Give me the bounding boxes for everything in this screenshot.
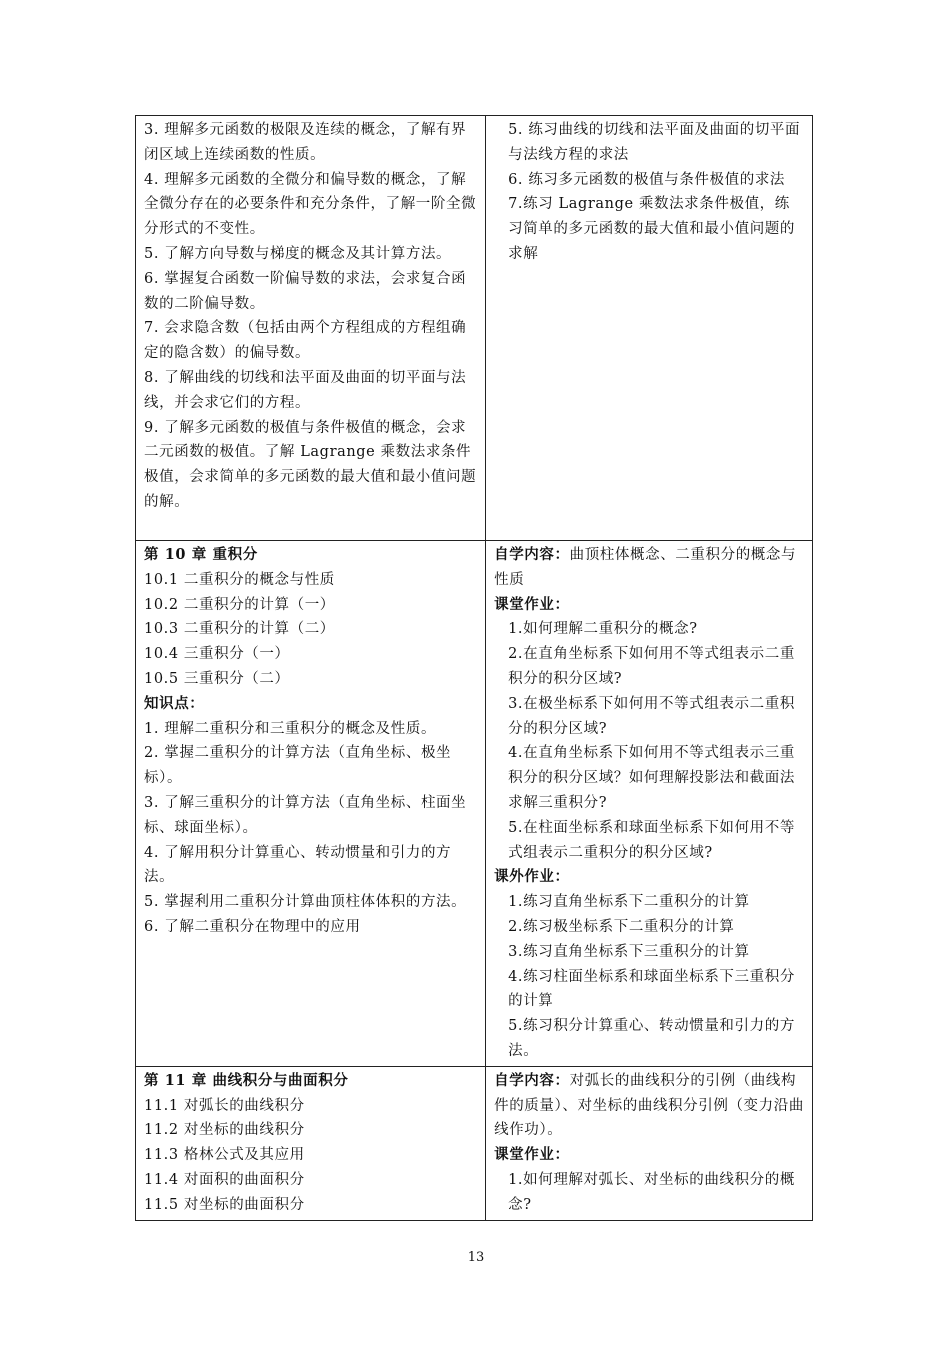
- self-study: [494, 1069, 804, 1143]
- class-work-item: 3.在极坐标系下如何用不等式组表示二重积分的积分区域?: [508, 695, 795, 737]
- class-work-item: 1.如何理解对弧长、对坐标的曲线积分的概念?: [508, 1171, 795, 1213]
- class-work-item: 4.在直角坐标系下如何用不等式组表示三重积分的积分区域？如何理解投影法和截面法求解三重积分?: [508, 745, 795, 811]
- chapter-cell: [136, 541, 486, 1067]
- knowledge-item: 2. 掌握二重积分的计算方法（直角坐标、极坐标）。: [144, 745, 452, 787]
- table-row: [136, 1066, 813, 1220]
- knowledge-item: 9. 了解多元函数的极值与条件极值的概念，会求二元函数的极值。了解 Lagrange 乘数法求条件极值，会求简单的多元函数的最大值和最小值问题的解。: [144, 419, 477, 510]
- class-work-heading: 课堂作业：: [494, 1146, 570, 1164]
- section-item: 10.2 二重积分的计算（一）: [144, 596, 335, 613]
- section-item: 11.5 对坐标的曲面积分: [144, 1196, 305, 1213]
- self-study-text: 对弧长的曲线积分的引例（曲线构件的质量）、对坐标的曲线积分引例（变力沿曲线作功）。: [494, 1072, 804, 1139]
- class-work-item: 2.在直角坐标系下如何用不等式组表示二重积分的积分区域?: [508, 646, 795, 687]
- knowledge-heading: 知识点：: [144, 694, 205, 712]
- homework-item: 1.练习直角坐标系下二重积分的计算: [508, 894, 750, 911]
- knowledge-item: 5. 掌握利用二重积分计算曲顶柱体体积的方法。: [144, 894, 467, 911]
- self-study-label: 自学内容：: [494, 546, 570, 563]
- homework-heading: 课外作业：: [494, 868, 570, 886]
- table-row: [136, 116, 813, 541]
- knowledge-item: 6. 了解二重积分在物理中的应用: [144, 918, 361, 935]
- section-item: 11.4 对面积的曲面积分: [144, 1171, 305, 1188]
- class-work-heading: 课堂作业：: [494, 595, 570, 613]
- self-study: [494, 543, 804, 593]
- chapter-cell: [136, 1066, 486, 1220]
- section-item: 11.1 对弧长的曲线积分: [144, 1097, 305, 1114]
- homework-item: 5.练习积分计算重心、转动惯量和引力的方法。: [508, 1018, 795, 1059]
- homework-item: 3.练习直角坐标系下三重积分的计算: [508, 943, 750, 960]
- self-study-text: 曲顶柱体概念、二重积分的概念与性质: [494, 547, 797, 588]
- homework-item: 7.练习 Lagrange 乘数法求条件极值，练习简单的多元函数的最大值和最小值问题的求解: [508, 196, 795, 262]
- self-study-label: 自学内容：: [494, 1071, 570, 1089]
- section-item: 10.4 三重积分（一）: [144, 646, 290, 663]
- syllabus-table: [135, 115, 813, 1221]
- knowledge-item: 6. 掌握复合函数一阶偏导数的求法，会求复合函数的二阶偏导数。: [144, 270, 467, 312]
- page-number: 13: [467, 1250, 485, 1265]
- homework-item: 4.练习柱面坐标系和球面坐标系下三重积分的计算: [508, 968, 795, 1010]
- section-item: 10.3 二重积分的计算（二）: [144, 621, 335, 638]
- knowledge-item: 7. 会求隐含数（包括由两个方程组成的方程组确定的隐含数）的偏导数。: [144, 320, 467, 362]
- knowledge-item: 4. 了解用积分计算重心、转动惯量和引力的方法。: [144, 844, 452, 886]
- section-item: 10.1 二重积分的概念与性质: [144, 571, 335, 588]
- chapter-title: 第 11 章 曲线积分与曲面积分: [144, 1071, 349, 1089]
- assignment-cell: [486, 541, 813, 1067]
- assignment-cell: [486, 1066, 813, 1220]
- knowledge-item: 8. 了解曲线的切线和法平面及曲面的切平面与法线，并会求它们的方程。: [144, 369, 467, 411]
- class-work-item: 1.如何理解二重积分的概念?: [508, 621, 698, 638]
- knowledge-item: 4. 理解多元函数的全微分和偏导数的概念，了解全微分存在的必要条件和充分条件，了解一阶全微分形式的不变性。: [144, 171, 477, 238]
- knowledge-item: 5. 了解方向导数与梯度的概念及其计算方法。: [144, 245, 452, 262]
- knowledge-cell: [136, 116, 486, 541]
- table-row: [136, 541, 813, 1067]
- section-item: 10.5 三重积分（二）: [144, 670, 290, 687]
- class-work-item: 5.在柱面坐标系和球面坐标系下如何用不等式组表示二重积分的积分区域?: [508, 819, 795, 861]
- chapter-title: 第 10 章 重积分: [144, 546, 258, 563]
- knowledge-item: 3. 理解多元函数的极限及连续的概念，了解有界闭区域上连续函数的性质。: [144, 122, 467, 163]
- homework-item: 2.练习极坐标系下二重积分的计算: [508, 918, 735, 935]
- homework-cell: [486, 116, 813, 541]
- homework-item: 5. 练习曲线的切线和法平面及曲面的切平面与法线方程的求法: [508, 122, 801, 163]
- knowledge-item: 3. 了解三重积分的计算方法（直角坐标、柱面坐标、球面坐标）。: [144, 794, 467, 836]
- section-item: 11.2 对坐标的曲线积分: [144, 1122, 305, 1139]
- knowledge-item: 1. 理解二重积分和三重积分的概念及性质。: [144, 720, 437, 737]
- homework-item: 6. 练习多元函数的极值与条件极值的求法: [508, 171, 786, 188]
- section-item: 11.3 格林公式及其应用: [144, 1147, 305, 1164]
